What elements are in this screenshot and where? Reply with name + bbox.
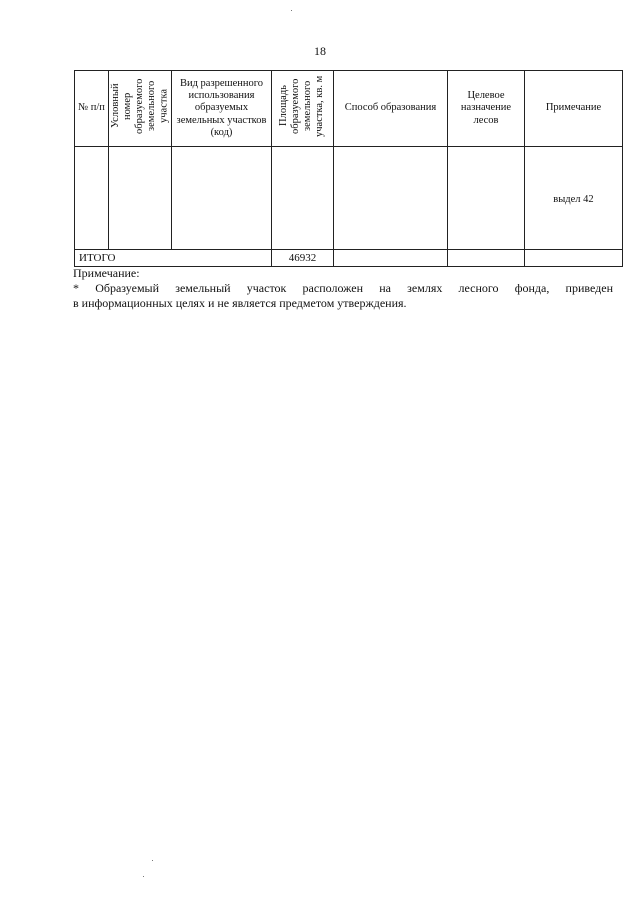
scan-speck <box>291 10 292 11</box>
page-number: 18 <box>314 44 326 58</box>
header-use-type: Вид разрешенного использования образуемых земельных участков (код) <box>172 71 272 147</box>
total-empty-note <box>525 250 623 267</box>
cell-note: выдел 42 <box>525 147 623 250</box>
header-note: Примечание <box>525 71 623 147</box>
land-plot-table <box>74 70 623 267</box>
table-header-row <box>75 71 623 147</box>
header-purpose: Целевое назначение лесов <box>448 71 525 147</box>
cell-area <box>272 147 334 250</box>
table-row <box>75 147 623 250</box>
cell-method <box>334 147 448 250</box>
footnote-line-2: в информационных целях и не является предметом утверждения. <box>73 296 407 310</box>
total-row <box>75 250 623 267</box>
scan-speck <box>143 876 144 877</box>
total-label: ИТОГО <box>75 250 272 267</box>
total-area: 46932 <box>272 250 334 267</box>
total-empty-method <box>334 250 448 267</box>
footnote-title: Примечание: <box>73 266 140 280</box>
cell-use-type <box>172 147 272 250</box>
scan-speck <box>152 860 153 861</box>
cell-cond-number <box>109 147 172 250</box>
cell-num <box>75 147 109 250</box>
header-cond-number: Условный номер образуемого земельного участка <box>109 71 172 147</box>
header-num: № п/п <box>75 71 109 147</box>
footnote-text <box>73 281 613 311</box>
header-method: Способ образования <box>334 71 448 147</box>
cell-purpose <box>448 147 525 250</box>
header-area: Площадь образуемого земельного участка, кв. м <box>272 71 334 147</box>
footnote-line-1: * Образуемый земельный участок расположен на землях лесного фонда, приведен <box>73 281 613 295</box>
total-empty-purpose <box>448 250 525 267</box>
